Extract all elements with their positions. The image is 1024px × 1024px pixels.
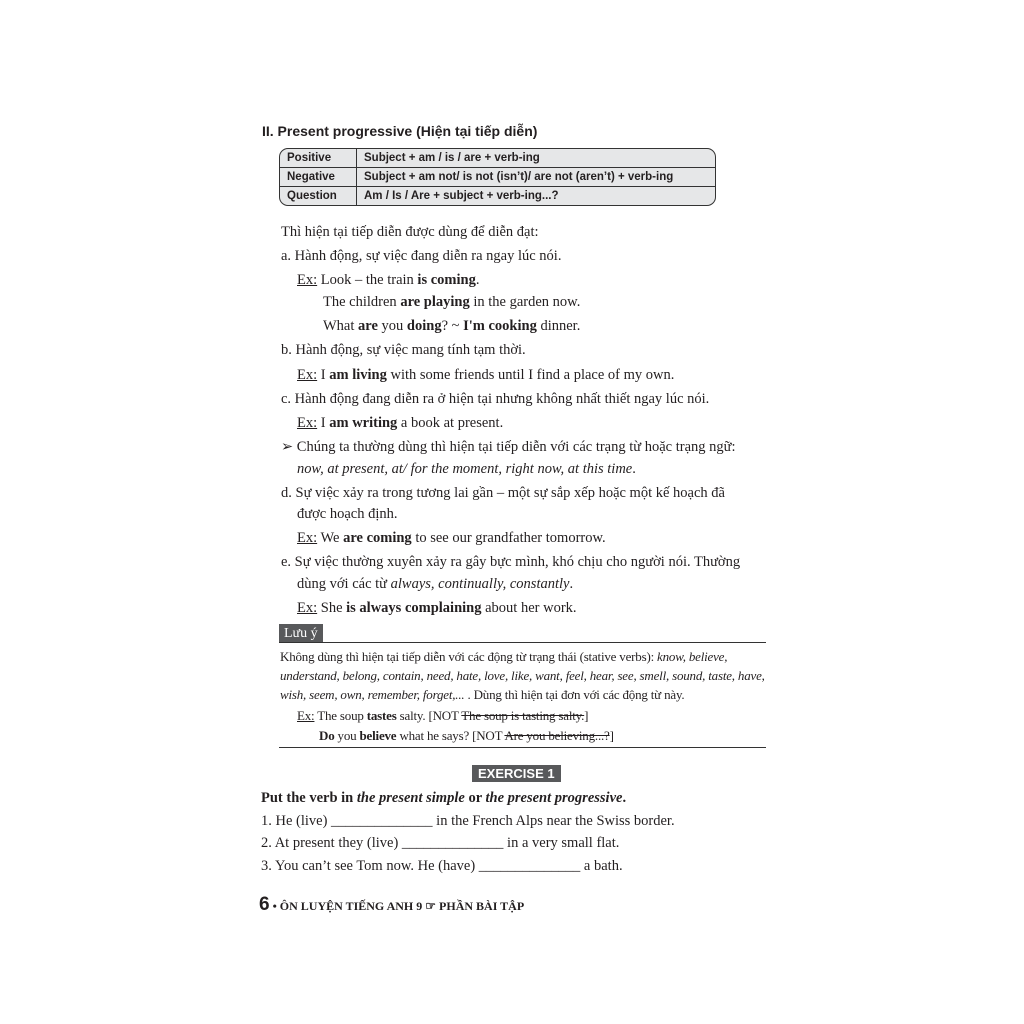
text-run: doing	[406, 318, 442, 334]
text-run: you	[334, 728, 360, 743]
body-line	[281, 223, 539, 241]
note-bottom-rule	[279, 747, 766, 748]
text-run: d. Sự việc xảy ra trong tương lai gần – một sự sắp xếp hoặc một kế hoạch đã	[281, 485, 725, 501]
body-line	[281, 484, 725, 502]
text-run: am writing	[329, 415, 398, 431]
body-line	[281, 390, 709, 408]
text-run: is coming	[417, 272, 476, 288]
text-run: tastes	[366, 708, 397, 723]
text-run: e. Sự việc thường xuyên xảy ra gây bực mình, khó chịu cho người nói. Thường	[281, 554, 741, 570]
text-run: dùng với các từ	[297, 576, 391, 592]
text-run: Ex:	[297, 272, 318, 288]
text-run: She	[317, 600, 347, 616]
text-run: understand, belong, contain, need, hate, love, like, want, feel, hear, see, smell, sound, taste, have,	[280, 668, 765, 683]
text-run: The children	[323, 294, 401, 310]
text-run: wish, seem, own, remember, forget,...	[280, 687, 465, 702]
row-form: Subject + am / is / are + verb-ing	[357, 149, 715, 168]
text-run: about her work.	[481, 600, 577, 616]
pointing-hand-icon: ☞	[425, 899, 437, 913]
page-number: 6	[259, 894, 270, 915]
text-run: .	[569, 576, 574, 592]
text-run: c. Hành động đang diễn ra ở hiện tại nhưng không nhất thiết ngay lúc nói.	[281, 391, 710, 407]
text-run: ➢ Chúng ta thường dùng thì hiện tại tiếp diễn với các trạng từ hoặc trạng ngữ:	[281, 439, 736, 455]
exercise-item	[261, 857, 623, 875]
text-run: a. Hành động, sự việc đang diễn ra ngay lúc nói.	[281, 248, 562, 264]
text-run: 1. He (live) ______________ in the French Alps near the Swiss border.	[261, 813, 675, 829]
example-line	[297, 271, 479, 289]
body-line	[281, 341, 526, 359]
text-run: Ex:	[297, 530, 318, 546]
text-run: ? ~	[441, 318, 464, 334]
text-run: What	[323, 318, 359, 334]
body-line	[281, 438, 736, 456]
text-run: I	[317, 367, 330, 383]
text-run: I'm cooking	[463, 318, 537, 334]
text-run: you	[377, 318, 407, 334]
text-run: .	[622, 790, 627, 806]
row-form: Am / Is / Are + subject + verb-ing...?	[364, 190, 559, 202]
exercise-instruction	[261, 789, 626, 807]
text-run: .	[632, 461, 636, 477]
text-run: I	[317, 415, 330, 431]
form-table	[279, 148, 716, 206]
text-run: the present progressive	[485, 790, 623, 806]
text-run: a book at present.	[397, 415, 504, 431]
text-run: with some friends until I find a place of my own.	[386, 367, 675, 383]
example-line	[297, 529, 606, 547]
text-run: what he says? [NOT	[396, 728, 505, 743]
row-label: Negative	[280, 168, 357, 187]
text-run: ]	[609, 728, 614, 743]
note-line	[280, 667, 765, 685]
text-run: always, continually, constantly	[390, 576, 570, 592]
footer-bullet: •	[272, 899, 277, 913]
text-run: ]	[584, 708, 589, 723]
text-run: .	[475, 272, 480, 288]
example-line	[323, 317, 580, 335]
row-form: Subject + am not/ is not (isn’t)/ are not (aren’t) + verb-ing	[357, 168, 715, 187]
row-label: Positive	[280, 149, 357, 168]
note-top-rule	[279, 642, 766, 643]
text-run: in the garden now.	[469, 294, 581, 310]
text-run: Put the verb in	[261, 790, 357, 806]
note-line	[280, 648, 727, 666]
note-label: Lưu ý	[279, 624, 323, 643]
text-run: b. Hành động, sự việc mang tính tạm thời.	[281, 342, 526, 358]
text-run: are playing	[400, 294, 470, 310]
text-run: Ex:	[297, 600, 318, 616]
text-run: Ex:	[297, 367, 318, 383]
table-row	[280, 168, 715, 187]
body-line	[297, 505, 398, 523]
body-line	[281, 247, 561, 265]
text-run: now, at present, at/ for the moment, right now, at this time	[297, 461, 633, 477]
text-run: Do	[319, 728, 335, 743]
text-run: salty. [NOT	[396, 708, 462, 723]
text-run: am living	[329, 367, 387, 383]
note-line	[280, 686, 684, 704]
text-run: 2. At present they (live) ______________ in a very small flat.	[261, 835, 620, 851]
text-run: The soup is tasting salty.	[461, 708, 585, 723]
body-line	[297, 460, 636, 478]
note-example	[297, 707, 588, 725]
text-run: We	[317, 530, 344, 546]
section-title: II. Present progressive (Hiện tại tiếp diễn)	[262, 123, 538, 139]
text-run: Ex:	[297, 708, 315, 723]
text-run: is always complaining	[346, 600, 482, 616]
text-run: are	[358, 318, 378, 334]
row-label: Question	[280, 187, 357, 205]
text-run: the present simple	[356, 790, 465, 806]
text-run: Are you believing...?	[504, 728, 610, 743]
text-run: được hoạch định.	[297, 506, 398, 522]
text-run: Ex:	[297, 415, 318, 431]
text-run: Look – the train	[317, 272, 418, 288]
text-run: or	[464, 790, 486, 806]
table-row	[280, 187, 715, 205]
exercise-item	[261, 834, 619, 852]
exercise-item	[261, 812, 675, 830]
example-line	[297, 599, 577, 617]
book-title: ÔN LUYỆN TIẾNG ANH 9	[279, 899, 423, 913]
text-run: dinner.	[536, 318, 581, 334]
text-run: to see our grandfather tomorrow.	[411, 530, 606, 546]
text-run: 3. You can’t see Tom now. He (have) ______________ a bath.	[261, 858, 623, 874]
exercise-label: EXERCISE 1	[472, 765, 561, 782]
text-run: The soup	[314, 708, 367, 723]
text-run: believe	[359, 728, 397, 743]
text-run: Không dùng thì hiện tại tiếp diễn với các động từ trạng thái (stative verbs):	[280, 649, 658, 664]
text-run: are coming	[343, 530, 412, 546]
body-line	[281, 553, 740, 571]
text-run: . Dùng thì hiện tại đơn với các động từ này.	[464, 687, 685, 702]
table-row	[280, 149, 715, 168]
book-part: PHẦN BÀI TẬP	[439, 899, 525, 913]
example-line	[323, 293, 580, 311]
example-line	[297, 366, 674, 384]
body-line	[297, 575, 573, 593]
text-run: Thì hiện tại tiếp diễn được dùng để diễn đạt:	[281, 224, 539, 240]
text-run: know, believe,	[657, 649, 728, 664]
page-footer	[259, 894, 524, 916]
note-example	[319, 727, 614, 745]
example-line	[297, 414, 503, 432]
